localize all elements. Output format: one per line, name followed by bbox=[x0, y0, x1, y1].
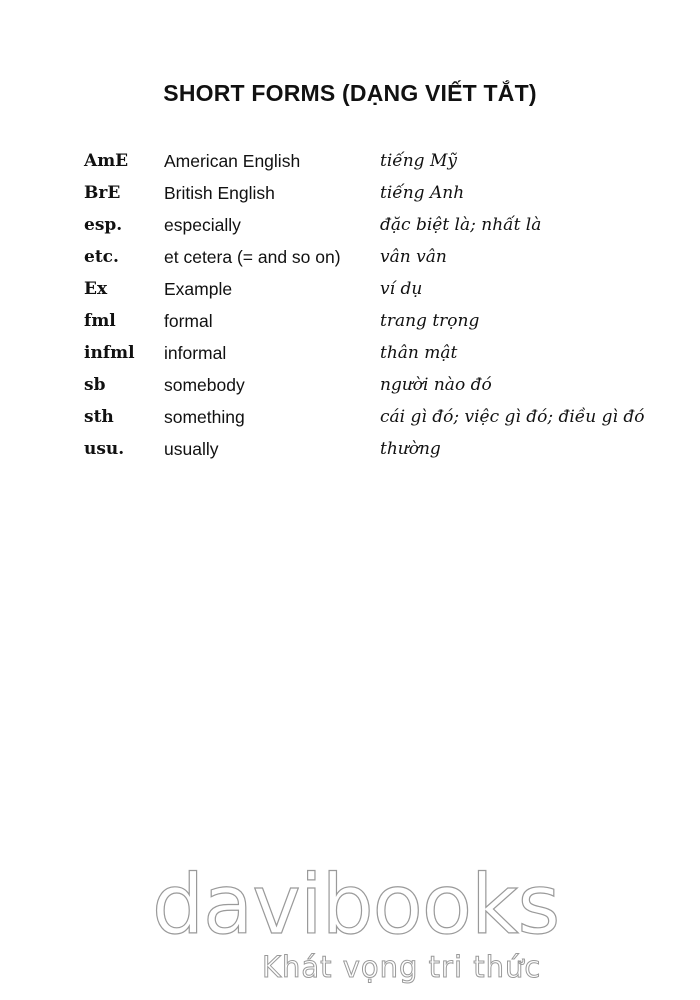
vietnamese-meaning: đặc biệt là; nhất là bbox=[380, 215, 542, 235]
vietnamese-meaning: thường bbox=[380, 439, 441, 459]
abbreviation: infml bbox=[84, 343, 135, 363]
english-meaning: formal bbox=[164, 311, 213, 331]
abbreviation: sth bbox=[84, 407, 114, 427]
english-meaning: et cetera (= and so on) bbox=[164, 247, 341, 267]
abbreviation-list bbox=[84, 145, 664, 465]
vietnamese-meaning: người nào đó bbox=[380, 375, 492, 395]
list-item bbox=[84, 145, 664, 177]
list-item bbox=[84, 433, 664, 465]
english-meaning: usually bbox=[164, 439, 219, 459]
abbreviation: etc. bbox=[84, 247, 119, 267]
vietnamese-meaning: ví dụ bbox=[380, 279, 423, 299]
abbreviation: usu. bbox=[84, 439, 125, 459]
list-item bbox=[84, 369, 664, 401]
abbreviation: esp. bbox=[84, 215, 123, 235]
watermark bbox=[0, 858, 700, 1000]
list-item bbox=[84, 401, 664, 433]
list-item bbox=[84, 241, 664, 273]
vietnamese-meaning: tiếng Anh bbox=[380, 183, 465, 203]
list-item bbox=[84, 209, 664, 241]
list-item bbox=[84, 337, 664, 369]
abbreviation: AmE bbox=[84, 151, 129, 171]
watermark-brand-text: davibooks bbox=[152, 858, 560, 953]
vietnamese-meaning: vân vân bbox=[380, 247, 447, 267]
vietnamese-meaning: trang trọng bbox=[380, 311, 480, 331]
english-meaning: American English bbox=[164, 151, 301, 171]
english-meaning: something bbox=[164, 407, 245, 427]
abbreviation: Ex bbox=[84, 279, 108, 299]
english-meaning: especially bbox=[164, 215, 241, 235]
abbreviation: fml bbox=[84, 311, 116, 331]
abbreviation: sb bbox=[84, 375, 106, 395]
list-item bbox=[84, 305, 664, 337]
watermark-tagline: Khát vọng tri thức bbox=[262, 950, 542, 984]
vietnamese-meaning: tiếng Mỹ bbox=[380, 151, 457, 171]
vietnamese-meaning: thân mật bbox=[380, 343, 458, 363]
abbreviation: BrE bbox=[84, 183, 121, 203]
english-meaning: British English bbox=[164, 183, 275, 203]
english-meaning: informal bbox=[164, 343, 227, 363]
list-item bbox=[84, 273, 664, 305]
vietnamese-meaning: cái gì đó; việc gì đó; điều gì đó bbox=[380, 407, 645, 427]
english-meaning: Example bbox=[164, 279, 233, 299]
list-item bbox=[84, 177, 664, 209]
english-meaning: somebody bbox=[164, 375, 245, 395]
page-title: SHORT FORMS (DẠNG VIẾT TẮT) bbox=[163, 80, 537, 106]
